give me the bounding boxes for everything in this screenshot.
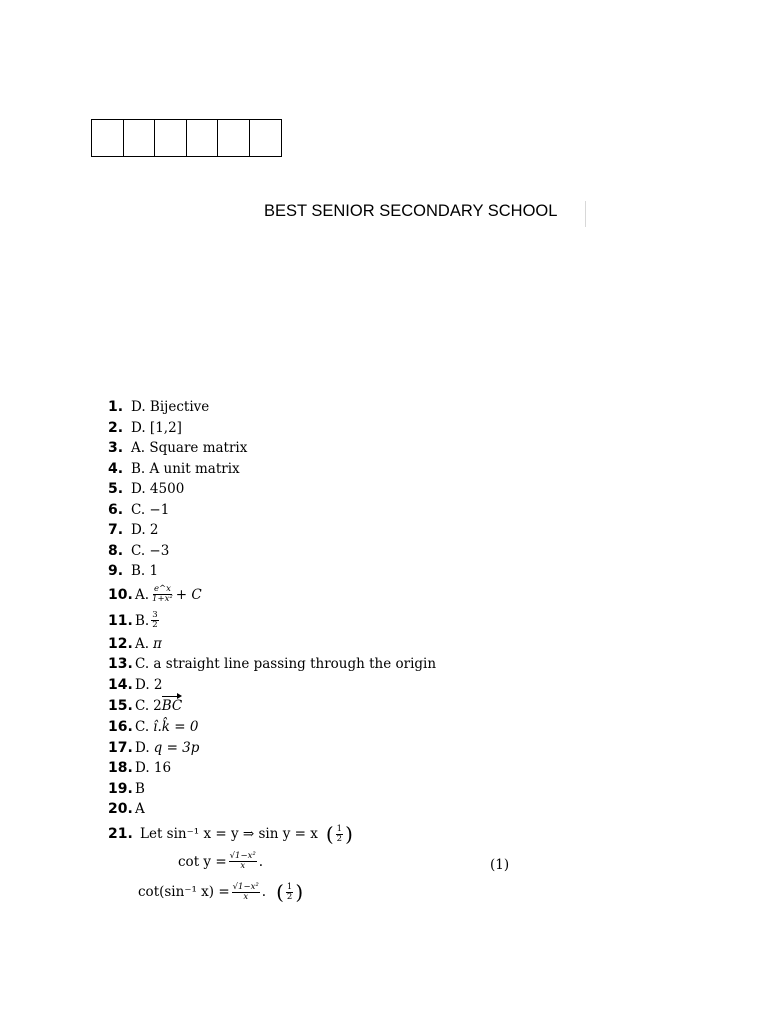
answer-math: î.k̂ = 0 — [153, 719, 199, 736]
question-number: 7. — [108, 522, 124, 539]
answer-math: 2 — [153, 698, 162, 714]
mark-half — [326, 824, 353, 844]
q21-line-1 — [108, 824, 353, 844]
answer-item — [108, 397, 436, 418]
answer-text: C. −3 — [131, 542, 170, 559]
fraction-denominator: 2 — [336, 833, 343, 844]
fraction-denominator: x — [243, 891, 249, 902]
answer-item — [108, 438, 436, 459]
q21-line-3 — [138, 882, 303, 902]
answer-text: D. 2 — [131, 522, 159, 539]
question-number: 17. — [108, 739, 133, 756]
mark-half — [276, 882, 303, 902]
question-number: 14. — [108, 676, 133, 693]
answer-option: A. — [135, 586, 150, 603]
answer-text: D. 4500 — [131, 481, 185, 498]
question-number: 5. — [108, 481, 124, 498]
answer-math: + C — [175, 586, 202, 603]
answer-item — [108, 459, 436, 480]
answer-text: B — [135, 780, 145, 797]
school-name-heading: BEST SENIOR SECONDARY SCHOOL — [264, 202, 558, 220]
answer-text: D. 2 — [135, 676, 163, 693]
answer-list — [108, 397, 436, 820]
answer-text: B. 1 — [131, 563, 159, 580]
answer-option: A. — [135, 635, 150, 652]
answer-item — [108, 675, 436, 696]
question-number: 19. — [108, 780, 133, 797]
question-number: 3. — [108, 440, 124, 457]
fraction-denominator: 2 — [286, 891, 293, 902]
q21-mark: (1) — [490, 857, 510, 873]
question-number: 12. — [108, 635, 133, 652]
answer-text: D. [1,2] — [131, 419, 182, 436]
q21-period: . — [261, 884, 267, 900]
answer-text: C. −1 — [131, 501, 170, 518]
right-paren-icon: ) — [345, 822, 353, 846]
mark-fraction — [286, 883, 293, 902]
roll-number-box[interactable] — [92, 120, 124, 156]
answer-item — [108, 654, 436, 675]
answer-item — [108, 758, 436, 779]
answer-item — [108, 799, 436, 820]
answer-text: C. a straight line passing through the origin — [135, 656, 437, 673]
question-number: 2. — [108, 419, 124, 436]
question-number: 15. — [108, 698, 133, 714]
answer-item — [108, 738, 436, 759]
right-paren-icon: ) — [295, 880, 304, 904]
question-number: 1. — [108, 399, 124, 416]
answer-text: B. A unit matrix — [131, 460, 240, 477]
q21-fraction — [232, 883, 260, 902]
answer-fraction — [151, 611, 158, 630]
answer-item — [108, 634, 436, 655]
roll-number-box[interactable] — [250, 120, 282, 156]
fraction-denominator: 2 — [152, 620, 158, 630]
fraction-numerator: √1−x² — [229, 851, 256, 861]
vector-arrow-icon: BC — [161, 698, 183, 714]
answer-item — [108, 779, 436, 800]
answer-item — [108, 520, 436, 541]
answer-text: A. Square matrix — [131, 440, 248, 457]
q21-fraction — [229, 852, 257, 871]
fraction-numerator: 1 — [336, 823, 343, 834]
roll-number-box[interactable] — [124, 120, 156, 156]
q21-lhs: cot(sin⁻¹ x) = — [138, 884, 230, 900]
question-number: 20. — [108, 801, 133, 818]
answer-option: B. — [135, 612, 150, 629]
fraction-numerator: 1 — [286, 881, 293, 892]
mark-fraction — [336, 825, 343, 844]
answer-item — [108, 717, 436, 738]
question-number: 9. — [108, 563, 124, 580]
question-number: 8. — [108, 542, 124, 559]
fraction-numerator: 3 — [152, 610, 158, 620]
question-number: 10. — [108, 586, 133, 603]
fraction-numerator: e^x — [153, 584, 171, 594]
answer-text: D. Bijective — [131, 399, 210, 416]
roll-number-boxes — [91, 119, 282, 157]
answer-option: D. — [135, 739, 150, 756]
answer-item — [108, 500, 436, 521]
answer-text: D. 16 — [135, 760, 172, 777]
question-number: 21. — [108, 826, 133, 842]
q21-line-2 — [178, 852, 263, 871]
q21-period: . — [258, 853, 264, 870]
fraction-denominator: x — [240, 861, 246, 871]
fraction-denominator: 1+x² — [152, 594, 173, 604]
question-number: 13. — [108, 656, 133, 673]
answer-math: q = 3p — [153, 739, 200, 756]
answer-item — [108, 541, 436, 562]
question-number: 11. — [108, 612, 133, 629]
answer-option: C. — [135, 719, 150, 736]
text-cursor-divider — [585, 201, 586, 227]
roll-number-box[interactable] — [218, 120, 250, 156]
roll-number-box[interactable] — [155, 120, 187, 156]
answer-item — [108, 561, 436, 582]
fraction-numerator: √1−x² — [232, 881, 259, 892]
answer-item — [108, 608, 436, 634]
answer-text: A — [135, 801, 145, 818]
question-number: 4. — [108, 460, 124, 477]
answer-item — [108, 418, 436, 439]
answer-item — [108, 582, 436, 608]
answer-math: π — [153, 635, 162, 652]
answer-item — [108, 479, 436, 500]
q21-statement: Let sin⁻¹ x = y ⇒ sin y = x — [140, 826, 318, 842]
q21-lhs: cot y = — [178, 853, 227, 870]
question-number: 18. — [108, 760, 133, 777]
question-number: 16. — [108, 719, 133, 736]
left-paren-icon: ( — [325, 822, 334, 846]
answer-item — [108, 695, 436, 717]
question-number: 6. — [108, 501, 124, 518]
roll-number-box[interactable] — [187, 120, 219, 156]
answer-option: C. — [135, 698, 150, 714]
left-paren-icon: ( — [276, 880, 284, 904]
answer-fraction — [151, 585, 174, 604]
